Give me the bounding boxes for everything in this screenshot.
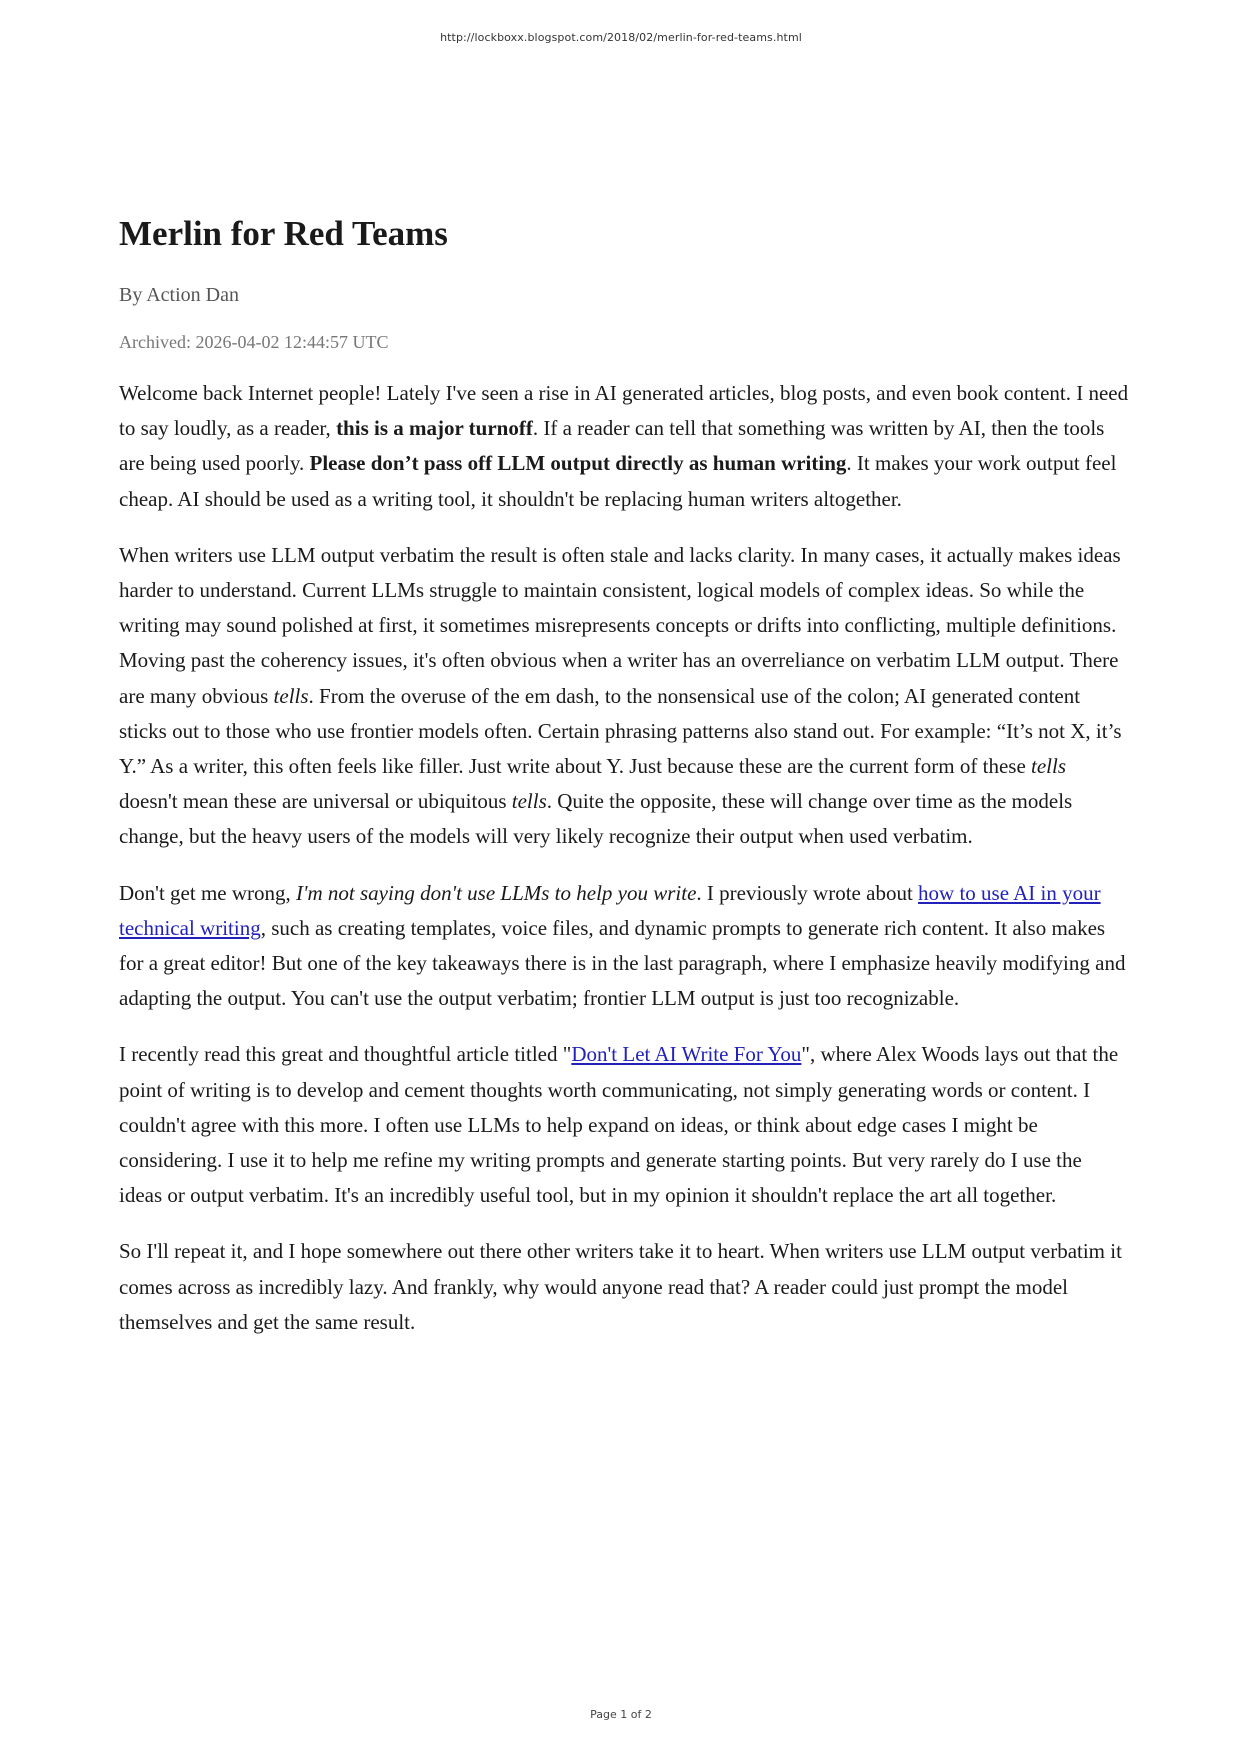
link-dont-let-ai-write-for-you[interactable]: Don't Let AI Write For You (571, 1042, 802, 1067)
article-body (119, 376, 1129, 1340)
bold-text: this is a major turnoff (336, 416, 533, 441)
text-segment: . If a reader can tell that something was written by AI, then the tools are being used poorly. (119, 416, 1105, 476)
paragraph-3 (119, 876, 1129, 1017)
text-segment: So I'll repeat it, and I hope somewhere out there other writers take it to heart. When writers use LLM output verbatim it comes across as incredibly lazy. And frankly, why would anyone read that? A reader could just prompt the model themselves and get the same result. (119, 1239, 1122, 1334)
text-segment: doesn't mean these are universal or ubiquitous (119, 789, 512, 814)
text-segment: When writers use LLM output verbatim the result is often stale and lacks clarity. In many cases, it actually makes ideas harder to understand. Current LLMs struggle to maintain consistent, logical models of complex ideas. So while the writing may sound polished at first, it sometimes misrepresents concepts or drifts into conflicting, multiple definitions. Moving past the coherency issues, it's often obvious when a writer has an overreliance on verbatim LLM output. There are many obvious (119, 542, 1121, 708)
text-segment: ", where Alex Woods lays out that the point of writing is to develop and cement thoughts worth communicating, not simply generating words or content. I couldn't agree with this more. I often use LLMs to help expand on ideas, or think about edge cases I might be considering. I use it to help me refine my writing prompts and generate starting points. But very rarely do I use the ideas or output verbatim. It's an incredibly useful tool, but in my opinion it shouldn't replace the art all together. (119, 1042, 1119, 1208)
paragraph-2 (119, 538, 1129, 855)
paragraph-5 (119, 1234, 1129, 1340)
text-segment: . Quite the opposite, these will change over time as the models change, but the heavy users of the models will very likely recognize their output when used verbatim. (119, 789, 1073, 849)
page-url-header: http://lockboxx.blogspot.com/2018/02/merlin-for-red-teams.html (440, 31, 802, 44)
italic-text: tells (273, 683, 309, 708)
article (119, 212, 1129, 1361)
archived-timestamp: Archived: 2026-04-02 12:44:57 UTC (119, 332, 389, 352)
paragraph-4 (119, 1037, 1129, 1213)
italic-text: I'm not saying don't use LLMs to help you write (296, 880, 697, 905)
text-segment: . I previously wrote about (696, 880, 919, 905)
italic-text: tells (511, 789, 547, 814)
text-segment: I recently read this great and thoughtful article titled " (119, 1042, 572, 1067)
text-segment: Don't get me wrong, (119, 880, 297, 905)
link-ai-technical-writing[interactable]: how to use AI in your technical writing (119, 880, 1101, 940)
paragraph-1 (119, 376, 1129, 517)
text-segment: Welcome back Internet people! Lately I've seen a rise in AI generated articles, blog posts, and even book content. I need to say loudly, as a reader, (119, 381, 1129, 441)
italic-text: tells (1031, 754, 1067, 779)
text-segment: , such as creating templates, voice files, and dynamic prompts to generate rich content. It also makes for a great editor! But one of the key takeaways there is in the last paragraph, where I emphasize heavily modifying and adapting the output. You can't use the output verbatim; frontier LLM output is just too recognizable. (119, 915, 1126, 1011)
article-title: Merlin for Red Teams (119, 214, 448, 253)
article-byline: By Action Dan (119, 284, 239, 306)
page-number-footer: Page 1 of 2 (590, 1708, 652, 1721)
bold-text: Please don’t pass off LLM output directly as human writing (309, 451, 847, 476)
text-segment: . It makes your work output feel cheap. AI should be used as a writing tool, it shouldn't be replacing human writers altogether. (119, 451, 1117, 511)
text-segment: . From the overuse of the em dash, to the nonsensical use of the colon; AI generated content sticks out to those who use frontier models often. Certain phrasing patterns also stand out. For example: “It’s not X, it’s Y.” As a writer, this often feels like filler. Just write about Y. Just because these are the current form of these (119, 683, 1122, 779)
